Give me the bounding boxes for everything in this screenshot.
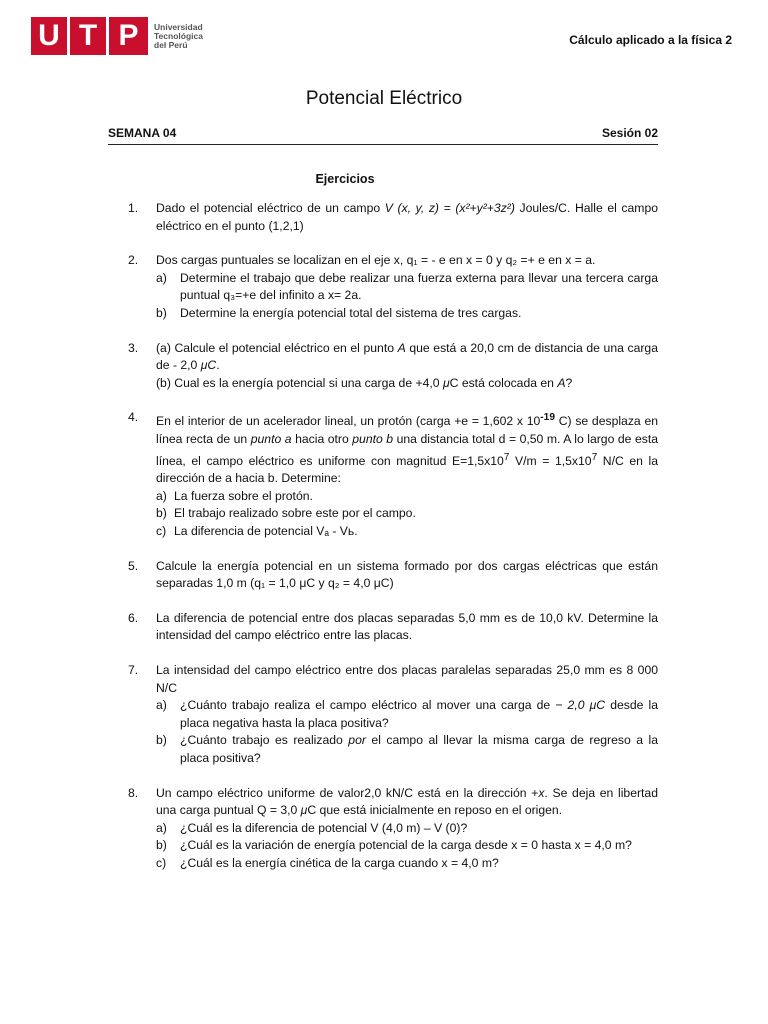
subitem-text: La diferencia de potencial Vₐ - Vь. — [174, 524, 358, 539]
exercise-1 — [128, 200, 658, 235]
exercise-text: (a) Calcule el potencial eléctrico en el punto — [156, 340, 398, 355]
exercise-text: una distancia total d = 0,50 m. A lo largo de esta línea, el campo eléctrico es uniforme con magnitud E=1,5x10 — [156, 432, 658, 468]
unit-label: μC — [200, 358, 217, 373]
subitem-text: Determine la energía potencial total del sistema de tres cargas. — [180, 305, 522, 320]
subitem-text: Determine el trabajo que debe realizar una fuerza externa para llevar una tercera carga puntual q₃=+e del infinito a x= 2a. — [180, 270, 658, 303]
exercise-text: ? — [565, 375, 573, 390]
exercise-subitem — [156, 820, 658, 838]
exercise-number: 3. — [128, 340, 139, 355]
subitem-letter: b) — [156, 305, 167, 320]
subitem-text: ¿Cuánto trabajo es realizado — [180, 733, 349, 748]
exercise-text: . Se deja en libertad una carga puntual Q = 3,0 — [156, 785, 658, 818]
exercise-text: . — [216, 358, 220, 373]
exercise-subitem — [156, 523, 658, 541]
subitem-text: La fuerza sobre el protón. — [174, 488, 313, 503]
exercise-text: La diferencia de potencial entre dos placas separadas 5,0 mm es de 10,0 kV. Determine la intensidad del campo eléctrico entre las placas. — [156, 610, 658, 643]
exercise-subitem — [156, 305, 658, 323]
subitem-text: el campo al llevar la misma carga de regreso a la placa positiva? — [180, 733, 658, 765]
logo-text-line: Tecnológica — [154, 30, 203, 41]
exercise-text: V/m = 1,5x10 — [509, 453, 592, 468]
subitem-letter: a) — [156, 820, 167, 835]
emphasis-word: por — [348, 733, 366, 748]
page-title: Potencial Eléctrico — [305, 88, 463, 109]
point-label: punto a — [250, 432, 292, 446]
subitem-text: El trabajo realizado sobre este por el campo. — [174, 506, 416, 521]
point-label: A — [557, 375, 566, 390]
subitem-text: ¿Cuál es la diferencia de potencial V (4,0 m) – V (0)? — [180, 820, 468, 835]
exercise-text: Dado el potencial eléctrico de un campo — [156, 201, 385, 215]
exercise-text: La intensidad del campo eléctrico entre dos placas paralelas separadas 25,0 mm es 8 000 N/C — [156, 663, 658, 695]
exercise-subitem — [156, 270, 658, 305]
exercise-7 — [128, 662, 658, 768]
course-name: Cálculo aplicado a la física 2 — [569, 33, 732, 47]
exercise-text: En el interior de un acelerador lineal, un protón (carga +e = 1,602 x 10 — [156, 414, 541, 429]
exercise-text: C está colocada en — [449, 375, 558, 390]
unit-label: μ — [442, 375, 450, 390]
exercise-subitem — [156, 697, 658, 732]
exercise-number: 2. — [128, 253, 139, 268]
exponent: 7 — [503, 451, 510, 463]
subitem-letter: b) — [156, 838, 167, 853]
subitem-letter: a) — [156, 488, 167, 503]
exercise-subitem — [156, 837, 658, 855]
subitem-text: ¿Cuánto trabajo realiza el campo eléctrico al mover una carga de — [180, 698, 556, 713]
logo-text-line: Universidad — [154, 21, 203, 32]
subitem-letter: a) — [156, 698, 167, 713]
exercise-number: 5. — [128, 558, 139, 573]
exercise-text-block — [156, 409, 658, 488]
direction-label: x — [538, 785, 545, 800]
point-label: punto b — [352, 432, 394, 446]
subitem-text: desde la placa negativa hasta la placa positiva? — [180, 698, 658, 730]
exercise-text: Calcule la energía potencial en un sistema formado por dos cargas eléctricas que están separadas 1,0 m (q₁ = 1,0 μC y q₂ = 4,0 μC) — [156, 558, 658, 591]
exercise-2 — [128, 252, 658, 322]
subitem-text: ¿Cuál es la energía cinética de la carga cuando x = 4,0 m? — [180, 855, 499, 870]
logo-letter-t: T — [70, 17, 109, 55]
subitem-letter: b) — [156, 506, 167, 521]
subitem-letter: a) — [156, 270, 167, 285]
exercise-text: que está a 20,0 cm de distancia de una carga de - 2,0 — [156, 340, 658, 373]
exercise-5 — [128, 558, 658, 593]
exercise-text: Un campo eléctrico uniforme de valor2,0 kN/C está en la dirección + — [156, 785, 539, 800]
logo-letter-p: P — [118, 19, 139, 52]
week-session-row — [108, 126, 658, 145]
subitem-letter: b) — [156, 733, 167, 748]
logo-mark — [31, 17, 148, 55]
exercise-8 — [128, 785, 658, 873]
logo-wordmark — [154, 23, 203, 50]
exercise-list — [128, 200, 658, 890]
charge-value: − 2,0 μC — [555, 698, 606, 713]
exponent: 7 — [591, 451, 598, 463]
exercise-text: (b) Cual es la energía potencial si una carga de +4,0 — [156, 375, 443, 390]
exercise-3 — [128, 340, 658, 393]
logo-letter-u: U — [31, 17, 70, 55]
exercise-text-block — [156, 785, 658, 820]
exercise-part-b — [156, 375, 658, 393]
unit-label: μ — [300, 803, 308, 818]
week-label: SEMANA 04 — [108, 126, 177, 140]
exercise-subitem — [156, 855, 658, 873]
exercise-6 — [128, 610, 658, 645]
exercise-number: 8. — [128, 785, 139, 800]
logo-text-line: del Perú — [154, 39, 188, 50]
exercise-number: 7. — [128, 663, 139, 677]
exercise-text: hacia otro — [291, 432, 353, 446]
session-label: Sesión 02 — [601, 126, 658, 140]
exercise-subitem — [156, 505, 658, 523]
exercise-text: C) se desplaza en línea recta de un — [156, 414, 658, 446]
exercise-number: 6. — [128, 610, 139, 625]
exercise-text: N/C en la dirección de a hacia b. Determine: — [156, 453, 658, 486]
exercise-part-a — [156, 340, 658, 375]
exponent: -19 — [540, 412, 555, 424]
point-label: A — [397, 340, 406, 355]
exercise-number: 1. — [128, 201, 139, 215]
exercise-text: Joules/C. Halle el campo eléctrico en el punto (1,2,1) — [156, 201, 659, 233]
section-heading: Ejercicios — [315, 172, 375, 186]
exercise-text: Dos cargas puntuales se localizan en el eje x, q₁ = - e en x = 0 y q₂ =+ e en x = a. — [156, 253, 596, 268]
exercise-subitem — [156, 488, 658, 506]
subitem-letter: c) — [156, 524, 167, 539]
utp-logo — [31, 17, 203, 55]
exercise-number: 4. — [128, 410, 139, 425]
exercise-4 — [128, 409, 658, 540]
exercise-text: C que está inicialmente en reposo en el origen. — [307, 803, 563, 818]
potential-formula: V (x, y, z) = (x²+y²+3z²) — [384, 201, 515, 215]
subitem-letter: c) — [156, 855, 167, 870]
exercise-subitem — [156, 732, 658, 767]
subitem-text: ¿Cuál es la variación de energía potencial de la carga desde x = 0 hasta x = 4,0 m? — [180, 838, 632, 853]
